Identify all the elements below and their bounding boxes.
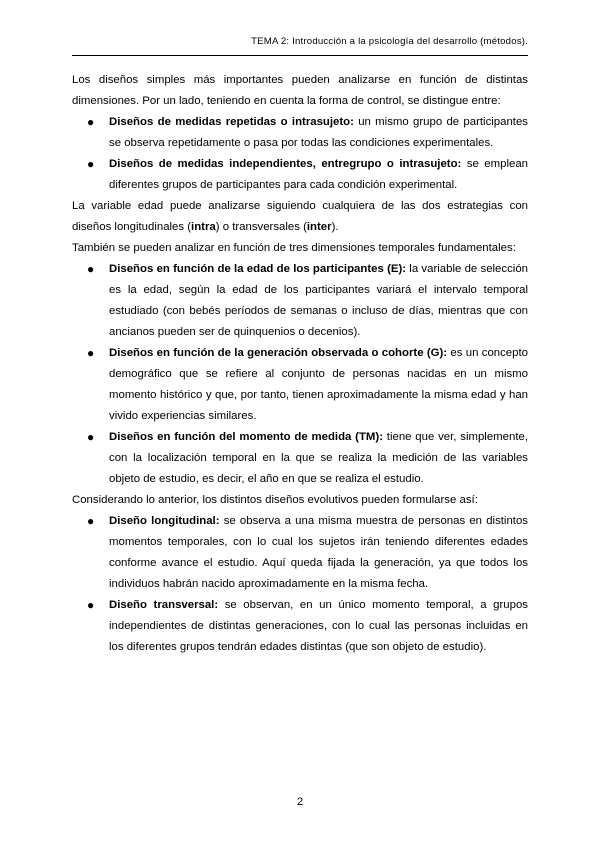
evolutionary-designs-paragraph: Considerando lo anterior, los distintos diseños evolutivos pueden formularse así: <box>72 494 478 506</box>
list-item-term: Diseños de medidas independientes, entregrupo o intrasujeto: <box>109 158 462 170</box>
age-variable-paragraph <box>72 196 528 238</box>
list-item-description: se emplean diferentes grupos de participantes para cada condición experimental. <box>109 158 528 191</box>
evolutionary-design-list <box>72 511 528 658</box>
list-item <box>72 112 528 154</box>
list-item-description: tiene que ver, simplemente, con la localización temporal en la que se realiza la medición de las variables objeto de estudio, es decir, el año en que se realiza el estudio. <box>109 431 528 485</box>
paragraph-text: ). <box>331 221 339 233</box>
running-header: TEMA 2: Introducción a la psicología del desarrollo (métodos). <box>251 36 528 47</box>
list-item-description: la variable de selección es la edad, según la edad de los participantes variará el intervalo temporal estudiado (con bebés períodos de semanas o incluso de días, mientras que con ancianos pueden ser de quinquenios o decenios). <box>109 263 528 338</box>
list-item-description: se observan, en un único momento temporal, a grupos independientes de distintas generaciones, con lo cual las personas incluidas en los diferentes grupos tendrán edades distintas (que son objeto de estudio). <box>109 599 529 653</box>
bullet-icon: ● <box>87 514 95 528</box>
list-item <box>72 511 528 595</box>
bullet-icon: ● <box>87 430 95 444</box>
list-item-term: Diseños en función del momento de medida (TM): <box>109 431 384 443</box>
bullet-icon: ● <box>87 346 95 360</box>
page-body <box>72 70 528 658</box>
list-item-term: Diseño longitudinal: <box>109 515 220 527</box>
paragraph-text: ) o transversales ( <box>215 221 307 233</box>
bullet-icon: ● <box>87 157 95 171</box>
list-item <box>72 427 528 490</box>
list-item <box>72 154 528 196</box>
list-item-description: es un concepto demográfico que se refiere al conjunto de personas nacidas en un mismo momento histórico y que, por tanto, tienen aproximadamente la misma edad y han vivido experiencias similares. <box>109 347 528 422</box>
intro-paragraph: Los diseños simples más importantes pueden analizarse en función de distintas dimensiones. Por un lado, teniendo en cuenta la forma de control, se distingue entre: <box>72 74 528 107</box>
list-item-term: Diseños en función de la edad de los participantes (E): <box>109 263 407 275</box>
inter-term: inter <box>306 221 332 233</box>
temporal-dimensions-list <box>72 259 528 490</box>
list-item <box>72 595 528 658</box>
list-item <box>72 343 528 427</box>
temporal-dimensions-paragraph: También se pueden analizar en función de tres dimensiones temporales fundamentales: <box>72 242 516 254</box>
control-design-list <box>72 112 528 196</box>
list-item-term: Diseño transversal: <box>109 599 219 611</box>
list-item-description: se observa a una misma muestra de personas en distintos momentos temporales, con lo cual los sujetos irán teniendo diferentes edades conforme avance el estudio. Aquí queda fijada la generación, ya que todos los individuos habrán nacido aproximadamente en la misma fecha. <box>109 515 528 590</box>
bullet-icon: ● <box>87 262 95 276</box>
bullet-icon: ● <box>87 598 95 612</box>
list-item-term: Diseños en función de la generación observada o cohorte (G): <box>109 347 448 359</box>
page-number: 2 <box>296 796 304 808</box>
header-rule <box>72 55 528 56</box>
intra-term: intra <box>191 221 216 233</box>
list-item-term: Diseños de medidas repetidas o intrasujeto: <box>109 116 354 128</box>
paragraph-text: La variable edad puede analizarse siguiendo cualquiera de las dos estrategias con diseños longitudinales ( <box>72 200 528 233</box>
bullet-icon: ● <box>87 115 95 129</box>
list-item-description: un mismo grupo de participantes se observa repetidamente o pasa por todas las condiciones experimentales. <box>109 116 528 149</box>
list-item <box>72 259 528 343</box>
